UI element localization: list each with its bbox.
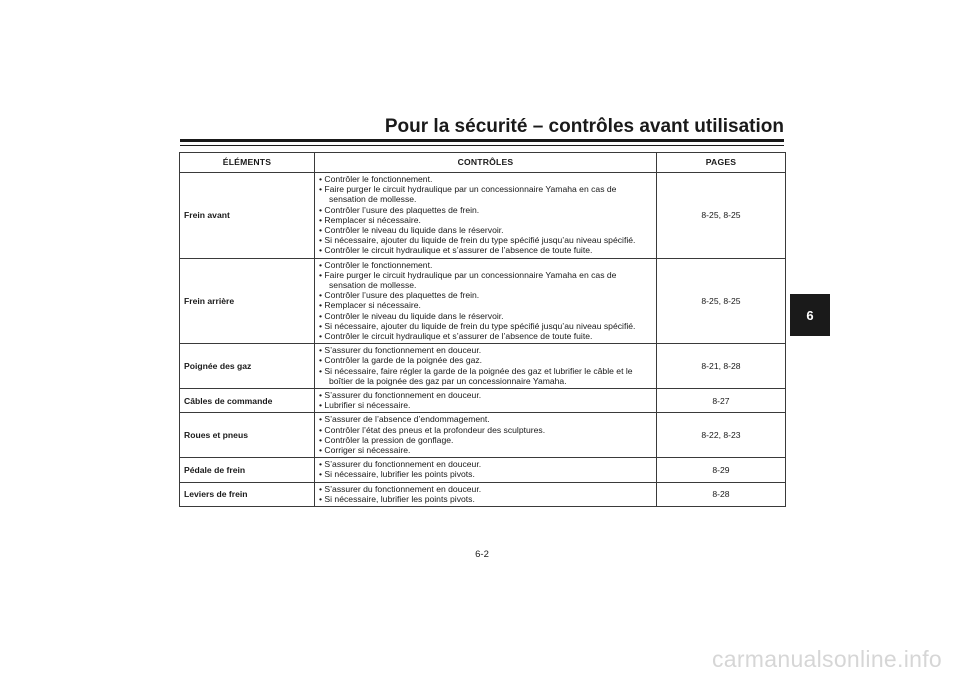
column-header-controls: CONTRÔLES [315, 153, 657, 173]
control-item: • Si nécessaire, ajouter du liquide de frein du type spécifié jusqu’au niveau spécifié. [319, 235, 652, 245]
control-item: • S’assurer de l’absence d’endommagement. [319, 414, 652, 424]
row-pages: 8-21, 8-28 [657, 344, 786, 389]
row-controls [315, 482, 657, 506]
pre-operation-checks-table [179, 152, 786, 507]
row-element: Leviers de frein [180, 482, 315, 506]
title-rule-thick [180, 139, 784, 142]
row-controls [315, 258, 657, 344]
row-pages: 8-25, 8-25 [657, 173, 786, 259]
control-item: • Contrôler la pression de gonflage. [319, 435, 652, 445]
control-item: • Faire purger le circuit hydraulique par un concessionnaire Yamaha en cas de sensation de mollesse. [319, 184, 652, 204]
table-row [180, 344, 786, 389]
watermark[interactable]: carmanualsonline.info [711, 646, 942, 672]
control-item: • S’assurer du fonctionnement en douceur. [319, 459, 652, 469]
control-item: • Contrôler l’état des pneus et la profondeur des sculptures. [319, 425, 652, 435]
row-controls [315, 413, 657, 458]
control-item: • S’assurer du fonctionnement en douceur. [319, 345, 652, 355]
control-item: • S’assurer du fonctionnement en douceur. [319, 390, 652, 400]
control-item: • Faire purger le circuit hydraulique par un concessionnaire Yamaha en cas de sensation de mollesse. [319, 270, 652, 290]
control-item: • Corriger si nécessaire. [319, 445, 652, 455]
control-item: • S’assurer du fonctionnement en douceur. [319, 484, 652, 494]
row-element: Frein avant [180, 173, 315, 259]
table-row [180, 458, 786, 482]
control-item: • Contrôler l’usure des plaquettes de frein. [319, 205, 652, 215]
control-item: • Contrôler le niveau du liquide dans le réservoir. [319, 225, 652, 235]
control-item: • Si nécessaire, ajouter du liquide de frein du type spécifié jusqu’au niveau spécifié. [319, 321, 652, 331]
row-controls [315, 389, 657, 413]
row-pages: 8-25, 8-25 [657, 258, 786, 344]
page-number: 6-2 [475, 549, 489, 560]
row-element: Poignée des gaz [180, 344, 315, 389]
row-pages: 8-27 [657, 389, 786, 413]
control-item: • Si nécessaire, lubrifier les points pivots. [319, 469, 652, 479]
control-item: • Contrôler le circuit hydraulique et s’assurer de l’absence de toute fuite. [319, 331, 652, 341]
row-element: Roues et pneus [180, 413, 315, 458]
column-header-elements: ÉLÉMENTS [180, 153, 315, 173]
table-row [180, 173, 786, 259]
page-title: Pour la sécurité – contrôles avant utilisation [384, 116, 784, 137]
row-pages: 8-29 [657, 458, 786, 482]
table-row [180, 482, 786, 506]
row-element: Pédale de frein [180, 458, 315, 482]
control-item: • Si nécessaire, lubrifier les points pivots. [319, 494, 652, 504]
row-pages: 8-22, 8-23 [657, 413, 786, 458]
control-item: • Remplacer si nécessaire. [319, 300, 652, 310]
row-element: Frein arrière [180, 258, 315, 344]
control-item: • Contrôler le niveau du liquide dans le réservoir. [319, 311, 652, 321]
row-controls [315, 344, 657, 389]
table-row [180, 389, 786, 413]
control-item: • Lubrifier si nécessaire. [319, 400, 652, 410]
control-item: • Remplacer si nécessaire. [319, 215, 652, 225]
control-item: • Si nécessaire, faire régler la garde de la poignée des gaz et lubrifier le câble et le boîtier de la poignée des gaz par un concessionnaire Yamaha. [319, 366, 652, 386]
chapter-tab: 6 [790, 294, 830, 336]
table-row [180, 413, 786, 458]
control-item: • Contrôler le circuit hydraulique et s’assurer de l’absence de toute fuite. [319, 245, 652, 255]
row-controls [315, 173, 657, 259]
table-row [180, 258, 786, 344]
control-item: • Contrôler le fonctionnement. [319, 174, 652, 184]
row-element: Câbles de commande [180, 389, 315, 413]
title-rule-thin [180, 145, 784, 146]
control-item: • Contrôler l’usure des plaquettes de frein. [319, 290, 652, 300]
row-pages: 8-28 [657, 482, 786, 506]
control-item: • Contrôler le fonctionnement. [319, 260, 652, 270]
column-header-pages: PAGES [657, 153, 786, 173]
control-item: • Contrôler la garde de la poignée des gaz. [319, 355, 652, 365]
table-header-row [180, 153, 786, 173]
row-controls [315, 458, 657, 482]
